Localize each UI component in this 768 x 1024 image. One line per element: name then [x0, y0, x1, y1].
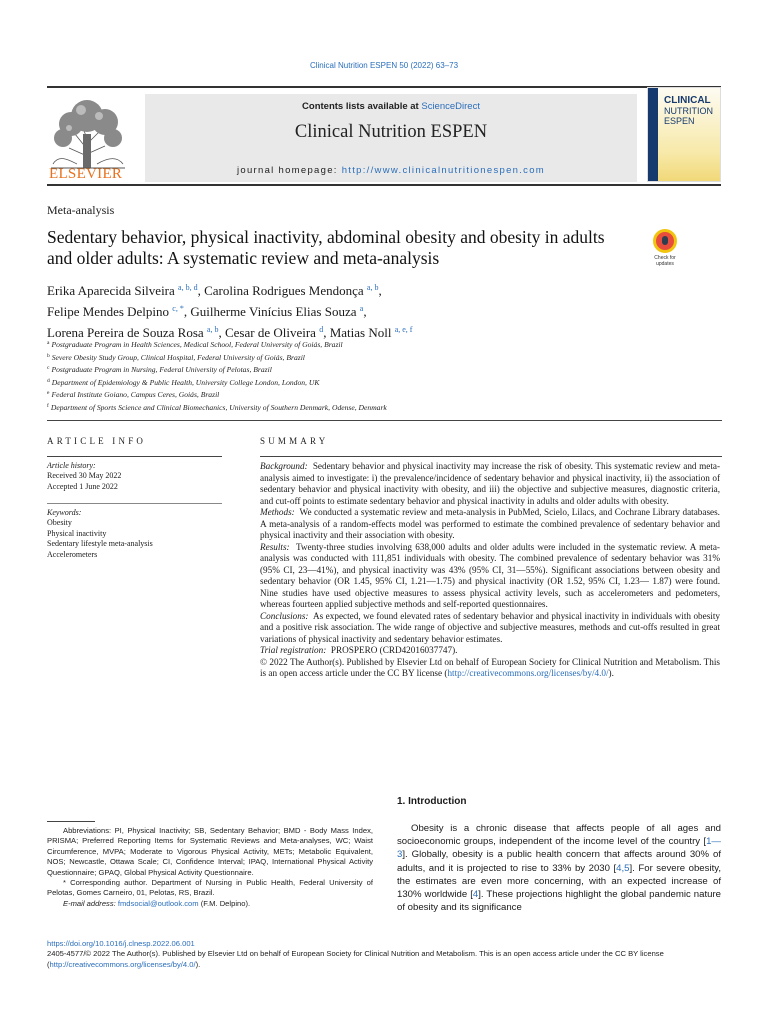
author-affiliation-marks[interactable]: a, e, f [394, 325, 413, 334]
homepage-prefix: journal homepage: [236, 165, 342, 176]
footnote-rule [47, 821, 95, 822]
publisher-logo-text[interactable]: ELSEVIER [49, 166, 123, 182]
corresponding-author-footnote: * Corresponding author. Department of Nursing in Public Health, Federal University of Pelotas, Gomes Carneiro, 01, Pelotas, RS, Brazil. [47, 878, 373, 898]
contents-line [145, 101, 637, 112]
bottom-license-link[interactable]: http://creativecommons.org/licenses/by/4.0/ [49, 959, 196, 969]
sciencedirect-link[interactable]: ScienceDirect [421, 101, 480, 112]
conclusions-label: Conclusions: [260, 610, 309, 621]
affiliation-item [47, 388, 727, 401]
affiliation-text: Postgraduate Program in Nursing, Federal University of Pelotas, Brazil [51, 365, 272, 375]
author-separator: , [323, 325, 330, 340]
author-affiliation-marks[interactable]: d [319, 325, 324, 334]
author-separator: , [378, 283, 382, 298]
affiliation-text: Severe Obesity Study Group, Clinical Hospital, Federal University of Goiás, Brazil [51, 352, 305, 362]
affiliation-text: Department of Sports Science and Clinical Biomechanics, University of Southern Denmark, Odense, Denmark [50, 402, 387, 412]
conclusions-text: As expected, we found elevated rates of sedentary behavior and physical inactivity in individuals with obesity and a positive risk association. The wide range of objective and subjective measures, methods and cut-offs resulted in great variations of physical inactivity and sedentary behavior estimates. [260, 610, 720, 644]
author-affiliation-marks[interactable]: a, b [206, 325, 219, 334]
introduction-heading: 1. Introduction [397, 796, 467, 807]
email-label: E-mail address: [63, 898, 118, 908]
affiliation-item [47, 376, 727, 389]
cover-title-line-1: CLINICAL [664, 95, 711, 106]
author-name[interactable]: Erika Aparecida Silveira [47, 283, 175, 298]
intro-text: Obesity is a chronic disease that affects people of all ages and socioeconomic groups, independent of the income level of the country [ [397, 823, 721, 848]
summary-rule [260, 456, 722, 457]
article-type: Meta-analysis [47, 203, 115, 217]
trial-label: Trial registration: [260, 645, 327, 655]
summary-heading: SUMMARY [260, 436, 329, 446]
email-link[interactable]: fmdsocial@outlook.com [117, 898, 199, 908]
journal-masthead [47, 86, 721, 183]
author-name[interactable]: Lorena Pereira de Souza Rosa [47, 325, 204, 340]
masthead-top-rule [47, 86, 721, 88]
citation-link[interactable]: 1—3 [397, 836, 721, 861]
email-suffix: (F.M. Delpino). [198, 898, 251, 908]
author-affiliation-marks[interactable]: a [359, 304, 364, 313]
homepage-link[interactable]: http://www.clinicalnutritionespen.com [341, 165, 546, 176]
summary-results [260, 542, 720, 611]
keywords-rule [47, 503, 222, 504]
cover-title [664, 96, 713, 126]
background-text: Sedentary behavior and physical inactivity may increase the risk of obesity. This systematic review and meta-analysis aimed to investigate: i) the prevalence/incidence of sedentary behavior and physical inactivity, ii) the association of sedentary behavior and physical inactivity with obesity, and iii) the objective and subjective measures, diagnostic criteria, and cut-off points to estimate sedentary behavior and physical inactivity in adults and older adults with obesity. [260, 461, 721, 506]
issn-line: 2405-4577/© 2022 The Author(s). Published by Elsevier Ltd on behalf of European Society for Clinical Nutrition and Metabolism. This is an open access article under the CC BY license ( [47, 949, 664, 969]
affiliation-item [47, 351, 727, 364]
abbreviations-footnote: Abbreviations: PI, Physical Inactivity; SB, Sedentary Behavior; BMD - Body Mass Index, PRISMA; Preferred Reporting Items for Systematic Reviews and Meta-analyses, WC; Waist Circumference, MVPA; Moderate to Vigorous Physical Activity, METs; Metabolic Equivalent, NOS; Newcastle, Ottawa Scale; CI, Confidence Interval; IPAQ, International Physical Activity Questionnaire; GPAQ, Global Physical Activity Questionnaire. [47, 826, 373, 877]
author-separator: , [218, 325, 225, 340]
article-info-heading: ARTICLE INFO [47, 436, 147, 446]
intro-text: ]. For severe obesity, the estimates are even more concerning, with an expected increase of 130% worldwide [ [397, 862, 721, 901]
footnotes [47, 826, 373, 909]
copyright-text: © 2022 The Author(s). Published by Elsevier Ltd on behalf of European Society for Clinical Nutrition and Metabolism. This is an open access article under the CC BY license ( [260, 656, 720, 678]
check-for-updates-button[interactable] [646, 229, 684, 267]
affiliation-mark: c [47, 365, 50, 372]
masthead-band [145, 94, 637, 182]
affiliation-text: Postgraduate Program in Health Sciences, Medical School, Federal University of Goiás, Brazil [51, 340, 343, 349]
intro-text: ]. These projections highlight the global pandemic nature of obesity and its significance [397, 889, 721, 914]
author-name[interactable]: Guilherme Vinícius Elias Souza [190, 304, 357, 319]
affiliation-mark: e [47, 390, 50, 397]
summary-methods [260, 507, 720, 542]
received-date: Received 30 May 2022 [47, 471, 122, 481]
background-label: Background: [260, 461, 308, 471]
methods-text: We conducted a systematic review and meta-analysis in PubMed, Scielo, Lilacs, and Cochrane Library databases. A meta-analysis of a random-effects model was performed to estimate the combined prevalence of sedentary behavior and physical inactivity and their association with obesity. [260, 507, 720, 540]
article-info-rule [47, 456, 222, 457]
summary-trial [260, 645, 720, 657]
bottom-metadata [47, 939, 722, 970]
summary-conclusions [260, 611, 720, 646]
intro-text: ]. Globally, obesity is a public health concern that affects around 30% of adults, and it is projected to rise to 33% by 2030 [ [397, 849, 721, 874]
email-footnote [47, 899, 373, 909]
affiliation-mark: b [47, 352, 50, 359]
citation-link[interactable]: 4 [472, 889, 479, 901]
affiliation-mark: f [47, 402, 49, 409]
journal-title: Clinical Nutrition ESPEN [294, 122, 488, 142]
keyword-item[interactable]: Physical inactivity [47, 528, 107, 538]
keywords-label: Keywords: [47, 508, 82, 517]
keyword-item[interactable]: Obesity [47, 518, 72, 528]
doi-link[interactable]: https://doi.org/10.1016/j.clnesp.2022.06.001 [47, 939, 195, 948]
affiliation-mark: d [47, 377, 50, 384]
summary-abstract [260, 461, 720, 680]
affiliation-text: Department of Epidemiology & Public Health, University College London, London, UK [51, 377, 320, 387]
results-label: Results: [260, 541, 290, 552]
trial-text: PROSPERO (CRD42016037747). [330, 645, 458, 655]
masthead-bottom-rule [47, 184, 721, 186]
summary-background [260, 461, 720, 507]
cover-title-line-2: NUTRITION [664, 106, 713, 116]
affiliation-text: Federal Institute Goiano, Campus Ceres, Goiás, Brazil [51, 390, 220, 400]
affiliation-mark: a [47, 340, 50, 346]
affiliations [47, 338, 727, 414]
cover-title-line-3: ESPEN [664, 116, 695, 126]
article-title: Sedentary behavior, physical inactivity, abdominal obesity and obesity in adults and older adults: A systematic review and meta-analysis [47, 227, 605, 268]
author-separator: , [183, 304, 191, 319]
keyword-item[interactable]: Sedentary lifestyle meta-analysis [47, 539, 153, 549]
crossmark-label: Check for updates [654, 255, 676, 267]
affiliation-item [47, 401, 727, 414]
author-name[interactable]: Carolina Rodrigues Mendonça [204, 283, 364, 298]
methods-label: Methods: [260, 507, 295, 517]
author-affiliation-marks[interactable]: a, b, d [178, 283, 198, 292]
results-text: Twenty-three studies involving 638,000 adults and older adults were included in the systematic review. A meta-analysis was conducted with 111,851 individuals with obesity. The combined prevalence of sedentary behavior was 31% (95% CI, 23—41%), and physical inactivity was 43% (95% CI, 31—55%). Significant associations between obesity and sedentary behavior (OR 1.45, 95% CI, 1.21—1.75) and physical inactivity (OR 1.52, 95% CI, 1.23— 1.87) were found. Nine studies have used objective measures to assess physical activity levels, such as accelerometers and pedometers, whereas fourteen applied subjective methods and self-reported questionnaires. [260, 541, 720, 609]
citation-link[interactable]: 4,5 [616, 862, 630, 874]
accepted-date: Accepted 1 June 2022 [47, 481, 118, 491]
crossmark-icon [653, 229, 677, 253]
journal-cover-thumbnail[interactable] [647, 87, 721, 182]
journal-homepage [145, 165, 637, 176]
journal-reference[interactable]: Clinical Nutrition ESPEN 50 (2022) 63–73 [309, 61, 459, 70]
affiliation-item [47, 363, 727, 376]
contents-prefix: Contents lists available at [302, 101, 422, 112]
summary-copyright [260, 657, 720, 680]
issn-end: ). [195, 959, 201, 969]
author-separator: , [363, 304, 367, 319]
copyright-end: ). [608, 668, 614, 678]
keywords [47, 508, 222, 560]
author-name[interactable]: Matias Noll [329, 325, 392, 340]
introduction-paragraph [397, 822, 721, 914]
author-name[interactable]: Felipe Mendes Delpino [47, 304, 170, 319]
keyword-item[interactable]: Accelerometers [47, 549, 98, 559]
affiliation-item [47, 338, 727, 351]
author-affiliation-marks[interactable]: a, b [366, 283, 379, 292]
cover-stripe [648, 88, 658, 182]
author-affiliation-marks[interactable]: c, * [172, 304, 184, 313]
license-link[interactable]: http://creativecommons.org/licenses/by/4.0/ [447, 668, 609, 678]
history-label: Article history: [47, 461, 96, 470]
author-list [47, 279, 607, 342]
author-name[interactable]: Cesar de Oliveira [224, 325, 316, 340]
section-divider [47, 420, 722, 421]
article-history [47, 461, 222, 492]
author-separator: , [197, 283, 205, 298]
